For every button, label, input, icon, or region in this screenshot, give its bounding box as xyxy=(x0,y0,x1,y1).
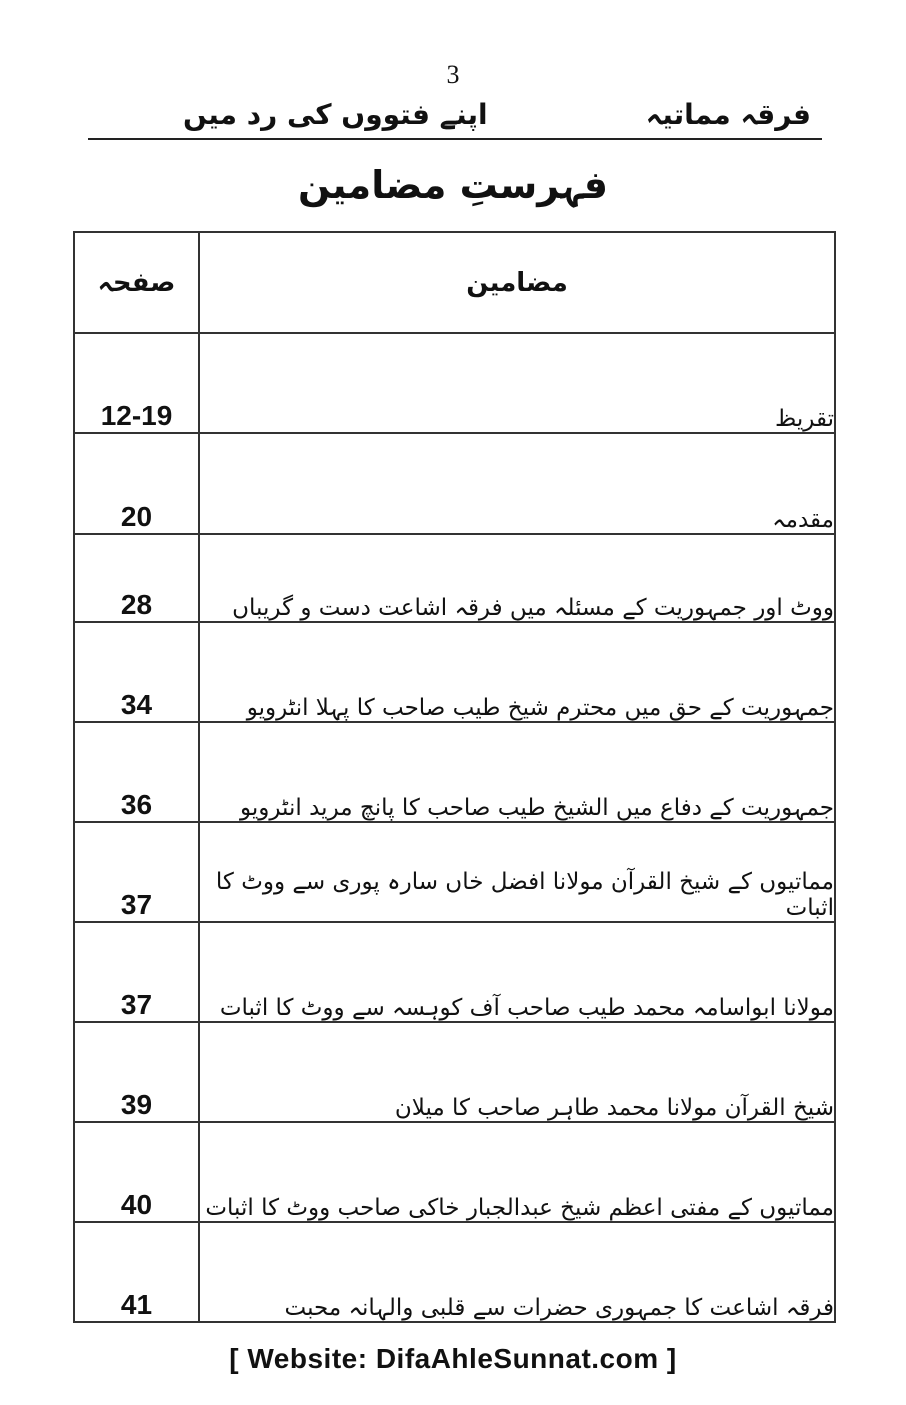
topic-cell: جمہوریت کے دفاع میں الشیخ طیب صاحب کا پانچ مرید انٹرویو xyxy=(199,722,835,822)
topics-column-header: مضامین xyxy=(199,232,835,333)
header-divider xyxy=(88,138,822,140)
page-number-cell: 34 xyxy=(74,622,199,722)
topic-cell: فرقہ اشاعت کا جمہوری حضرات سے قلبی والہانہ محبت xyxy=(199,1222,835,1322)
table-header-row xyxy=(74,232,835,333)
page-number-cell: 36 xyxy=(74,722,199,822)
topic-cell: جمہوریت کے حق میں محترم شیخ طیب صاحب کا پہلا انٹرویو xyxy=(199,622,835,722)
topic-cell: مقدمہ xyxy=(199,433,835,534)
page-number-cell: 12-19 xyxy=(74,333,199,433)
topic-cell: شیخ القرآن مولانا محمد طاہر صاحب کا میلان xyxy=(199,1022,835,1122)
table-row xyxy=(74,1122,835,1222)
topic-cell: ووٹ اور جمہوریت کے مسئلہ میں فرقہ اشاعت دست و گریباں xyxy=(199,534,835,622)
page-number-cell: 41 xyxy=(74,1222,199,1322)
header-subtitle: اپنے فتووں کی رد میں xyxy=(183,98,488,131)
table-row xyxy=(74,1022,835,1122)
page-number-cell: 20 xyxy=(74,433,199,534)
page-number-cell: 28 xyxy=(74,534,199,622)
topic-cell: مماتیوں کے مفتی اعظم شیخ عبدالجبار خاکی صاحب ووٹ کا اثبات xyxy=(199,1122,835,1222)
page-number-cell: 39 xyxy=(74,1022,199,1122)
table-row xyxy=(74,433,835,534)
topic-cell: مماتیوں کے شیخ القرآن مولانا افضل خاں سارہ پوری سے ووٹ کا اثبات xyxy=(199,822,835,922)
table-row xyxy=(74,922,835,1022)
table-row xyxy=(74,722,835,822)
website-footer: [ Website: DifaAhleSunnat.com ] xyxy=(229,1343,677,1374)
page-title: فہرستِ مضامین xyxy=(297,163,609,207)
table-row xyxy=(74,333,835,433)
table-row xyxy=(74,1222,835,1322)
page-number-cell: 37 xyxy=(74,822,199,922)
page-number: 3 xyxy=(446,60,460,89)
page-number-cell: 37 xyxy=(74,922,199,1022)
table-row xyxy=(74,822,835,922)
page-column-header: صفحہ xyxy=(74,232,199,333)
header-book-title: فرقہ مماتیہ xyxy=(645,98,811,131)
contents-table xyxy=(73,231,836,1323)
page-number-cell: 40 xyxy=(74,1122,199,1222)
table-row xyxy=(74,534,835,622)
topic-cell: تقریظ xyxy=(199,333,835,433)
topic-cell: مولانا ابواسامہ محمد طیب صاحب آف کوہسہ سے ووٹ کا اثبات xyxy=(199,922,835,1022)
table-row xyxy=(74,622,835,722)
